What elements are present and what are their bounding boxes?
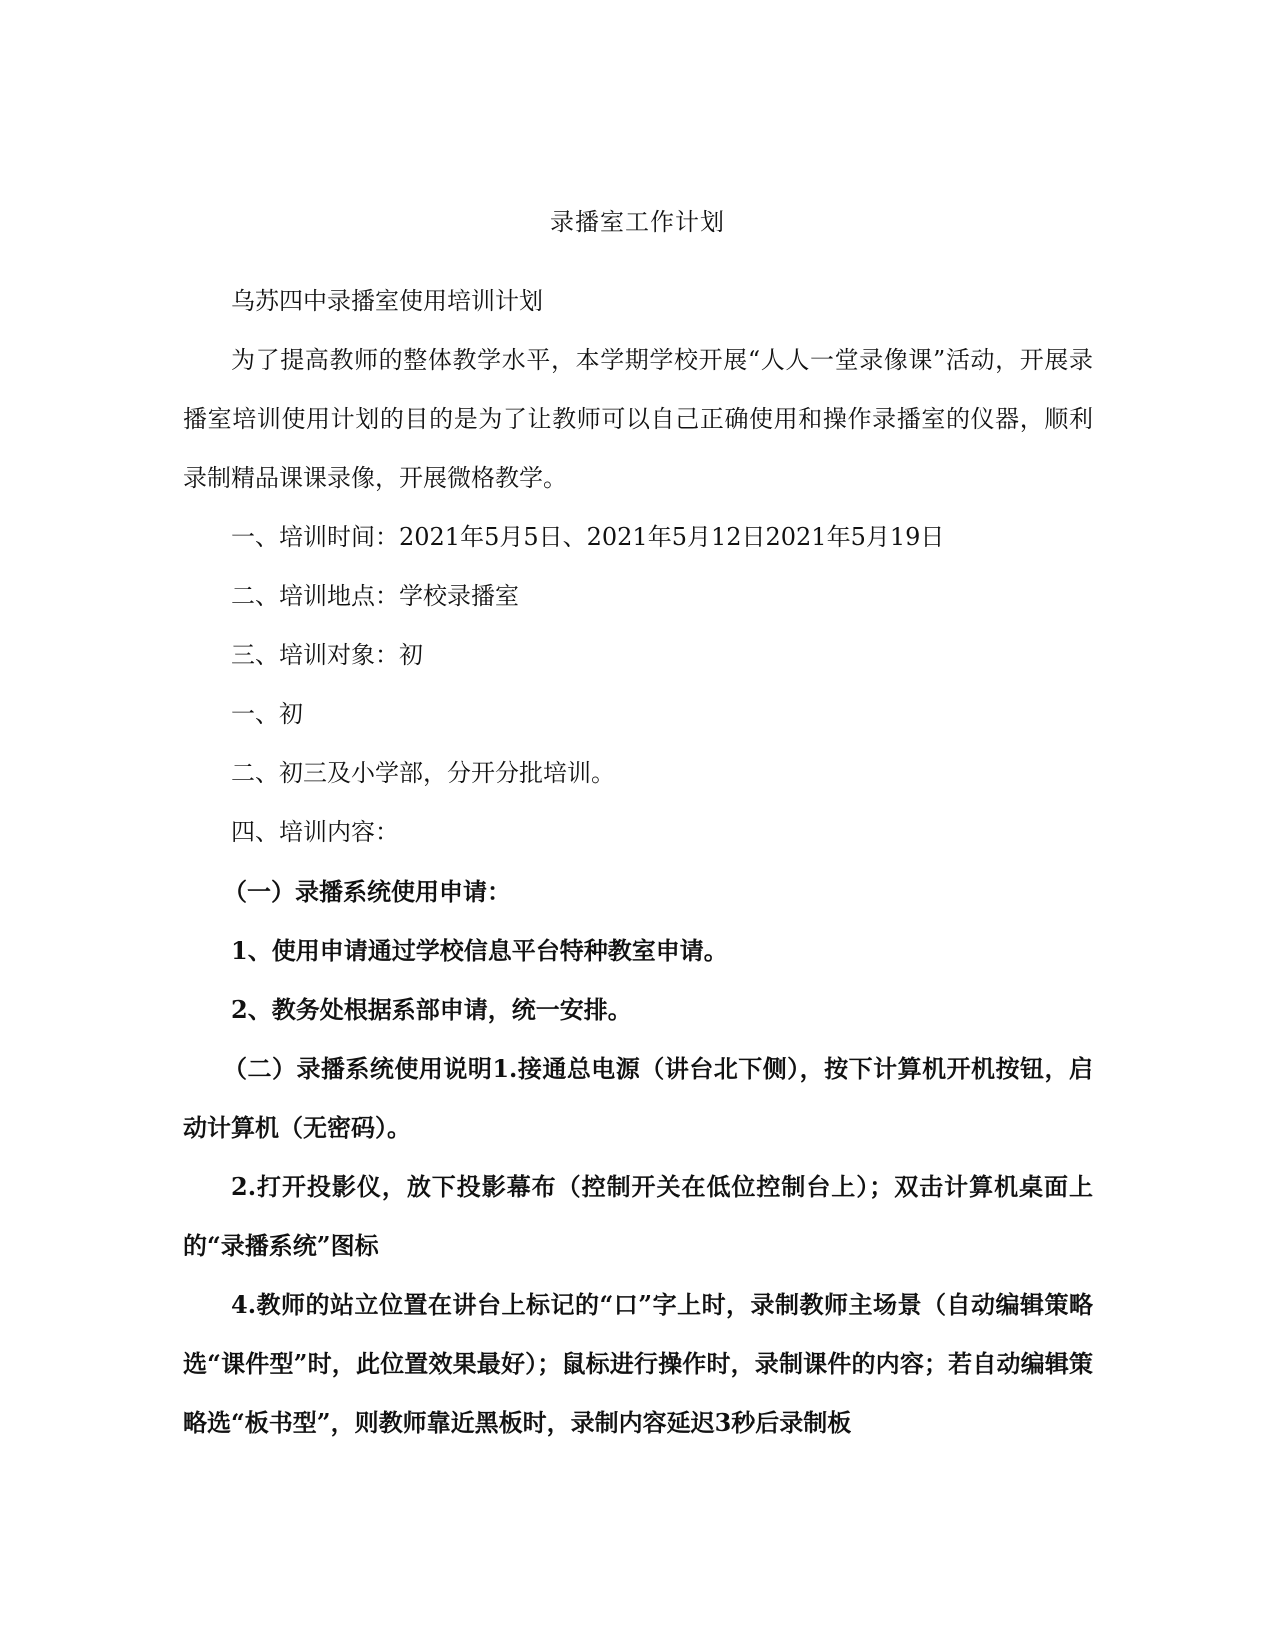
paragraph-training-content: 四、培训内容： — [231, 818, 399, 846]
paragraph-target-item-1: 一、初 — [231, 700, 303, 728]
list-item-application-2: 2、教务处根据系部申请，统一安排。 — [231, 995, 632, 1024]
paragraph-training-time: 一、培训时间：2021年5月5日、2021年5月12日2021年5月19日 — [231, 523, 945, 551]
paragraph-intro: 为了提高教师的整体教学水平，本学期学校开展“人人一堂录像课”活动，开展录播室培训使用计划的目的是为了让教师可以自己正确使用和操作录播室的仪器，顺利录制精品课课录像，开展微格教学。 — [183, 346, 1093, 492]
list-item-application-1: 1、使用申请通过学校信息平台特种教室申请。 — [231, 936, 728, 965]
paragraph-training-target: 三、培训对象：初 — [231, 641, 423, 669]
section-heading-instructions: （二）录播系统使用说明1.接通总电源（讲台北下侧），按下计算机开机按钮，启动计算机（无密码）。 — [183, 1054, 1093, 1142]
instruction-step-2: 2.打开投影仪，放下投影幕布（控制开关在低位控制台上）；双击计算机桌面上的“录播系统”图标 — [183, 1172, 1093, 1260]
paragraph-subtitle: 乌苏四中录播室使用培训计划 — [231, 287, 543, 315]
paragraph-target-item-2: 二、初三及小学部，分开分批培训。 — [231, 759, 615, 787]
document-body — [183, 272, 1093, 1452]
document-title: 录播室工作计划 — [550, 208, 725, 236]
paragraph-training-place: 二、培训地点：学校录播室 — [231, 582, 519, 610]
section-heading-application: （一）录播系统使用申请： — [223, 877, 511, 906]
instruction-step-4: 4.教师的站立位置在讲台上标记的“口”字上时，录制教师主场景（自动编辑策略选“课件型”时，此位置效果最好）；鼠标进行操作时，录制课件的内容；若自动编辑策略选“板书型”，则教师靠近黑板时，录制内容延迟3秒后录制板 — [183, 1290, 1093, 1437]
